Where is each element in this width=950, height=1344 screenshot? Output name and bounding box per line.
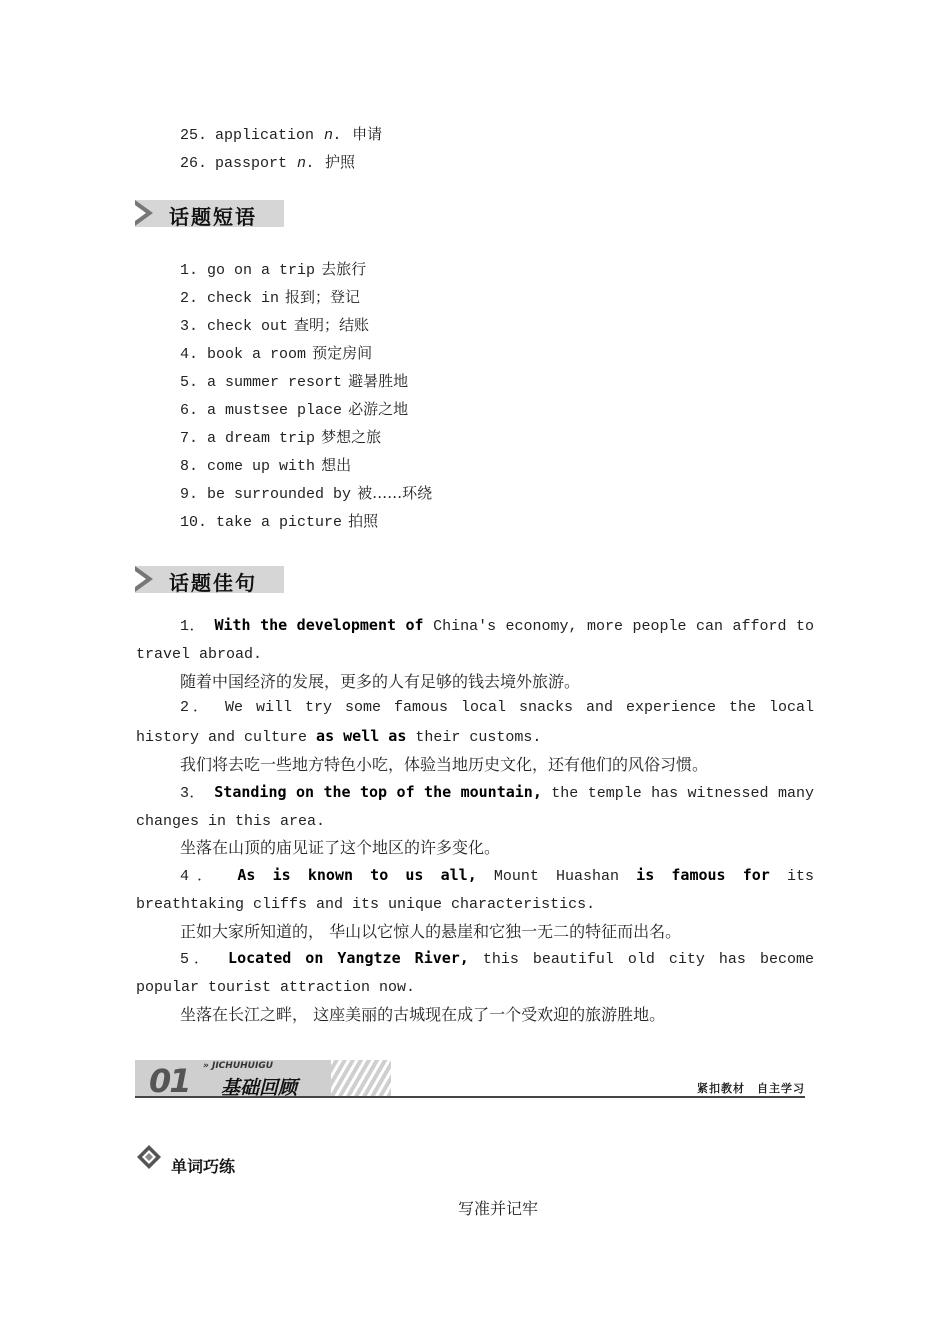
section-banner (135, 1060, 805, 1098)
phrase-item: 9. be surrounded by 被……环绕 (180, 484, 433, 503)
sentence-en: 2． We will try some famous local snacks and experience the local history and culture as well as their customs. (136, 699, 814, 746)
phrases-section-header (135, 200, 284, 227)
vocab-item: 26. passport n. 护照 (180, 153, 356, 172)
phrase-item: 2. check in 报到；登记 (180, 288, 361, 307)
banner-pinyin: » JICHUHUIGU (203, 1061, 274, 1071)
sentence-zh: 我们将去吃一些地方特色小吃，体验当地历史文化，还有他们的风俗习惯。 (180, 755, 709, 774)
phrase-item: 6. a mustsee place 必游之地 (180, 400, 409, 419)
banner-title: 基础回顾 (221, 1077, 298, 1096)
sentence-zh: 正如大家所知道的， 华山以它惊人的悬崖和它独一无二的特征而出名。 (180, 922, 682, 941)
phrase-item: 4. book a room 预定房间 (180, 344, 373, 363)
banner-number: 01 (149, 1062, 190, 1096)
divider (135, 1096, 805, 1098)
phrase-item: 7. a dream trip 梦想之旅 (180, 428, 382, 447)
section-title: 话题短语 (169, 205, 257, 229)
sentence-en: 5． Located on Yangtze River, this beautiful old city has become popular tourist attraction now. (136, 949, 814, 996)
banner-tagline: 紧扣教材 自主学习 (697, 1082, 805, 1095)
phrase-item: 5. a summer resort 避暑胜地 (180, 372, 409, 391)
sentence-en: 1． With the development of China's economy, more people can afford to travel abroad. (136, 616, 814, 663)
section-title: 话题佳句 (169, 571, 257, 595)
vocab-item: 25. application n. 申请 (180, 125, 383, 144)
sentence-zh: 坐落在长江之畔， 这座美丽的古城现在成了一个受欢迎的旅游胜地。 (180, 1005, 666, 1024)
sentence-zh: 随着中国经济的发展，更多的人有足够的钱去境外旅游。 (180, 672, 581, 691)
sentence-en: 3． Standing on the top of the mountain, the temple has witnessed many changes in this area. (136, 783, 814, 830)
word-practice-title: 单词巧练 (171, 1157, 236, 1176)
phrase-item: 10. take a picture 拍照 (180, 512, 379, 531)
phrase-item: 8. come up with 想出 (180, 456, 352, 475)
sentence-zh: 坐落在山顶的庙见证了这个地区的许多变化。 (180, 838, 501, 857)
sentence-en: 4． As is known to us all, Mount Huashan is famous for its breathtaking cliffs and its unique characteristics. (136, 866, 814, 913)
word-practice-subtitle: 写准并记牢 (457, 1199, 538, 1218)
sentences-section-header (135, 566, 284, 593)
phrase-item: 1. go on a trip 去旅行 (180, 260, 367, 279)
phrase-item: 3. check out 查明；结账 (180, 316, 370, 335)
diamond-icon (135, 1143, 163, 1171)
